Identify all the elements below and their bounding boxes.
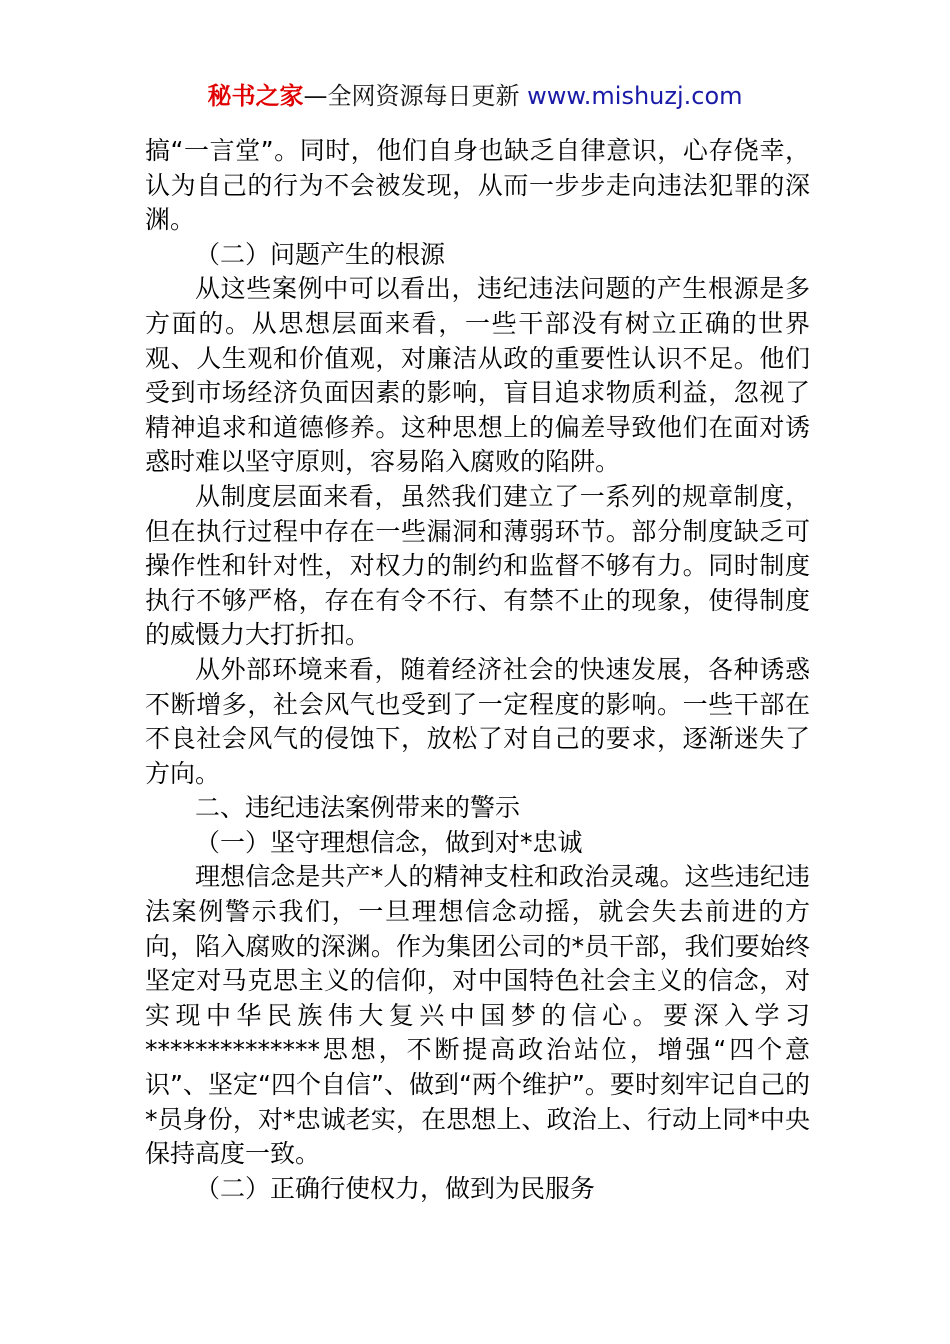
paragraph-institutional: 从制度层面来看，虽然我们建立了一系列的规章制度，但在执行过程中存在一些漏洞和薄弱环节。部分制度缺乏可操作性和针对性，对权力的制约和监督不够有力。同时制度执行不够严格，存在有令不行、有禁不止的现象，使得制度的威慑力大打折扣。 xyxy=(145,481,810,650)
section-heading-warnings: 二、违纪违法案例带来的警示 xyxy=(195,793,521,823)
header-tagline: —全网资源每日更新 xyxy=(303,82,528,110)
header-url[interactable]: www.mishuzj.com xyxy=(527,82,743,110)
paragraph-ideological: 从这些案例中可以看出，违纪违法问题的产生根源是多方面的。从思想层面来看，一些干部没有树立正确的世界观、人生观和价值观，对廉洁从政的重要性认识不足。他们受到市场经济负面因素的影响，盲目追求物质利益，忽视了精神追求和道德修养。这种思想上的偏差导致他们在面对诱惑时难以坚守原则，容易陷入腐败的陷阱。 xyxy=(145,274,810,477)
paragraph-continuation: 搞“一言堂”。同时，他们自身也缺乏自律意识，心存侥幸，认为自己的行为不会被发现，从而一步步走向违法犯罪的深渊。 xyxy=(145,136,810,235)
paragraph-ideals: 理想信念是共产*人的精神支柱和政治灵魂。这些违纪违法案例警示我们，一旦理想信念动摇，就会失去前进的方向，陷入腐败的深渊。作为集团公司的*员干部，我们要始终坚定对马克思主义的信仰，对中国特色社会主义的信念，对实现中华民族伟大复兴中国梦的信心。要深入学习**************思想，不断提高政治站位，增强“四个意识”、坚定“四个自信”、做到“两个维护”。要时刻牢记自己的*员身份，对*忠诚老实，在思想上、政治上、行动上同*中央保持高度一致。 xyxy=(145,862,810,1169)
page-header xyxy=(0,80,950,112)
subsection-heading-power: （二）正确行使权力，做到为民服务 xyxy=(195,1173,596,1203)
header-brand: 秘书之家 xyxy=(207,82,304,110)
paragraph-external: 从外部环境来看，随着经济社会的快速发展，各种诱惑不断增多，社会风气也受到了一定程度的影响。一些干部在不良社会风气的侵蚀下，放松了对自己的要求，逐渐迷失了方向。 xyxy=(145,654,810,788)
document-body xyxy=(145,134,810,1206)
subsection-heading-ideals: （一）坚守理想信念，做到对*忠诚 xyxy=(195,827,583,857)
section-heading-root-causes: （二）问题产生的根源 xyxy=(195,239,446,269)
